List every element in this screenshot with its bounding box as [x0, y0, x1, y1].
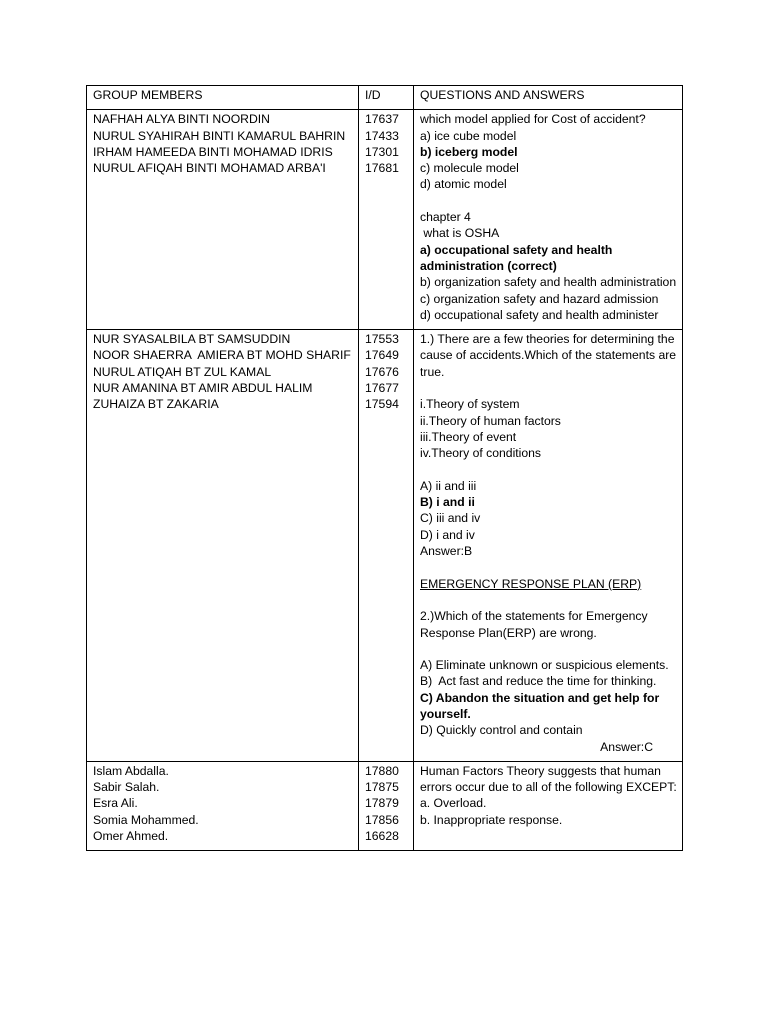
qa-line: C) iii and iv: [420, 511, 481, 526]
qa-line: [420, 380, 677, 396]
member-name: IRHAM HAMEEDA BINTI MOHAMAD IDRIS: [93, 144, 333, 159]
qa-line: c) organization safety and hazard admission: [420, 291, 659, 306]
qa-line: ii.Theory of human factors: [420, 413, 561, 428]
member-id: 17677: [365, 381, 399, 396]
qa-line: Answer:C: [600, 739, 653, 754]
member-name: Somia Mohammed.: [93, 812, 199, 827]
qa-line: b) iceberg model: [420, 144, 518, 159]
group-members-cell: [87, 761, 359, 850]
member-id: 17856: [365, 812, 399, 827]
group-members-cell: [87, 110, 359, 330]
qa-line: EMERGENCY RESPONSE PLAN (ERP): [420, 576, 642, 591]
header-id: I/D: [359, 86, 414, 110]
member-id: 17681: [365, 161, 399, 176]
member-name: NUR SYASALBILA BT SAMSUDDIN: [93, 332, 291, 347]
header-questions-answers: QUESTIONS AND ANSWERS: [414, 86, 683, 110]
qa-line: what is OSHA: [420, 226, 500, 241]
member-id: 17875: [365, 780, 399, 795]
member-name: NURUL SYAHIRAH BINTI KAMARUL BAHRIN: [93, 128, 346, 143]
member-id: 17637: [365, 112, 399, 127]
qa-line: 2.)Which of the statements for Emergency Response Plan(ERP) are wrong.: [420, 609, 651, 640]
qa-line: [420, 592, 677, 608]
header-row: [87, 86, 683, 110]
qa-line: Answer:B: [420, 544, 473, 559]
qa-line: b. Inappropriate response.: [420, 812, 563, 827]
member-id: 17301: [365, 144, 399, 159]
group-row: [87, 110, 683, 330]
group-ids-cell: [359, 110, 414, 330]
member-name: Omer Ahmed.: [93, 829, 169, 844]
qa-line: chapter 4: [420, 210, 471, 225]
qa-line: C) Abandon the situation and get help for yourself.: [420, 690, 663, 721]
member-id: 17880: [365, 763, 399, 778]
qa-line: a) ice cube model: [420, 128, 517, 143]
qa-line: [420, 193, 677, 209]
group-questions-table: [86, 85, 683, 851]
member-name: Esra Ali.: [93, 796, 138, 811]
member-id: 17879: [365, 796, 399, 811]
qa-line: iii.Theory of event: [420, 429, 517, 444]
member-name: ZUHAIZA BT ZAKARIA: [93, 397, 219, 412]
qa-line: [420, 559, 677, 575]
group-row: [87, 761, 683, 850]
qa-line: 1.) There are a few theories for determining the cause of accidents.Which of the statements are true.: [420, 332, 680, 379]
qa-line: d) occupational safety and health administer: [420, 307, 659, 322]
member-id: 17433: [365, 128, 399, 143]
qa-line: D) i and iv: [420, 527, 475, 542]
qa-line: B) Act fast and reduce the time for thinking.: [420, 674, 657, 689]
qa-line: which model applied for Cost of accident?: [420, 112, 646, 127]
group-ids-cell: [359, 330, 414, 762]
qa-line: A) Eliminate unknown or suspicious elements.: [420, 658, 669, 673]
qa-line: iv.Theory of conditions: [420, 446, 542, 461]
member-name: Islam Abdalla.: [93, 763, 169, 778]
qa-line: [420, 462, 677, 478]
member-name: NURUL ATIQAH BT ZUL KAMAL: [93, 364, 272, 379]
qa-line: Human Factors Theory suggests that human errors occur due to all of the following EXCEPT:: [420, 763, 677, 795]
member-id: 17676: [365, 364, 399, 379]
group-row: [87, 330, 683, 762]
questions-answers-cell: [414, 330, 683, 762]
group-ids-cell: [359, 761, 414, 850]
qa-line: a. Overload.: [420, 796, 487, 811]
qa-line: [420, 641, 677, 657]
qa-line: b) organization safety and health administration: [420, 275, 677, 290]
member-id: 17649: [365, 348, 399, 363]
questions-answers-cell: [414, 761, 683, 850]
member-name: Sabir Salah.: [93, 780, 160, 795]
header-group-members: GROUP MEMBERS: [87, 86, 359, 110]
member-id: 17594: [365, 397, 399, 412]
questions-answers-cell: [414, 110, 683, 330]
member-name: NAFHAH ALYA BINTI NOORDIN: [93, 112, 270, 127]
qa-line: i.Theory of system: [420, 397, 520, 412]
qa-line: d) atomic model: [420, 177, 507, 192]
member-name: NUR AMANINA BT AMIR ABDUL HALIM: [93, 381, 313, 396]
qa-line: B) i and ii: [420, 495, 475, 510]
member-name: NOOR SHAERRA AMIERA BT MOHD SHARIF: [93, 348, 351, 363]
member-id: 17553: [365, 332, 399, 347]
qa-line: D) Quickly control and contain: [420, 723, 583, 738]
group-members-cell: [87, 330, 359, 762]
qa-line: c) molecule model: [420, 161, 519, 176]
qa-line: a) occupational safety and health administration (correct): [420, 242, 616, 273]
member-name: NURUL AFIQAH BINTI MOHAMAD ARBA'I: [93, 161, 326, 176]
qa-line: A) ii and iii: [420, 478, 477, 493]
member-id: 16628: [365, 829, 399, 844]
